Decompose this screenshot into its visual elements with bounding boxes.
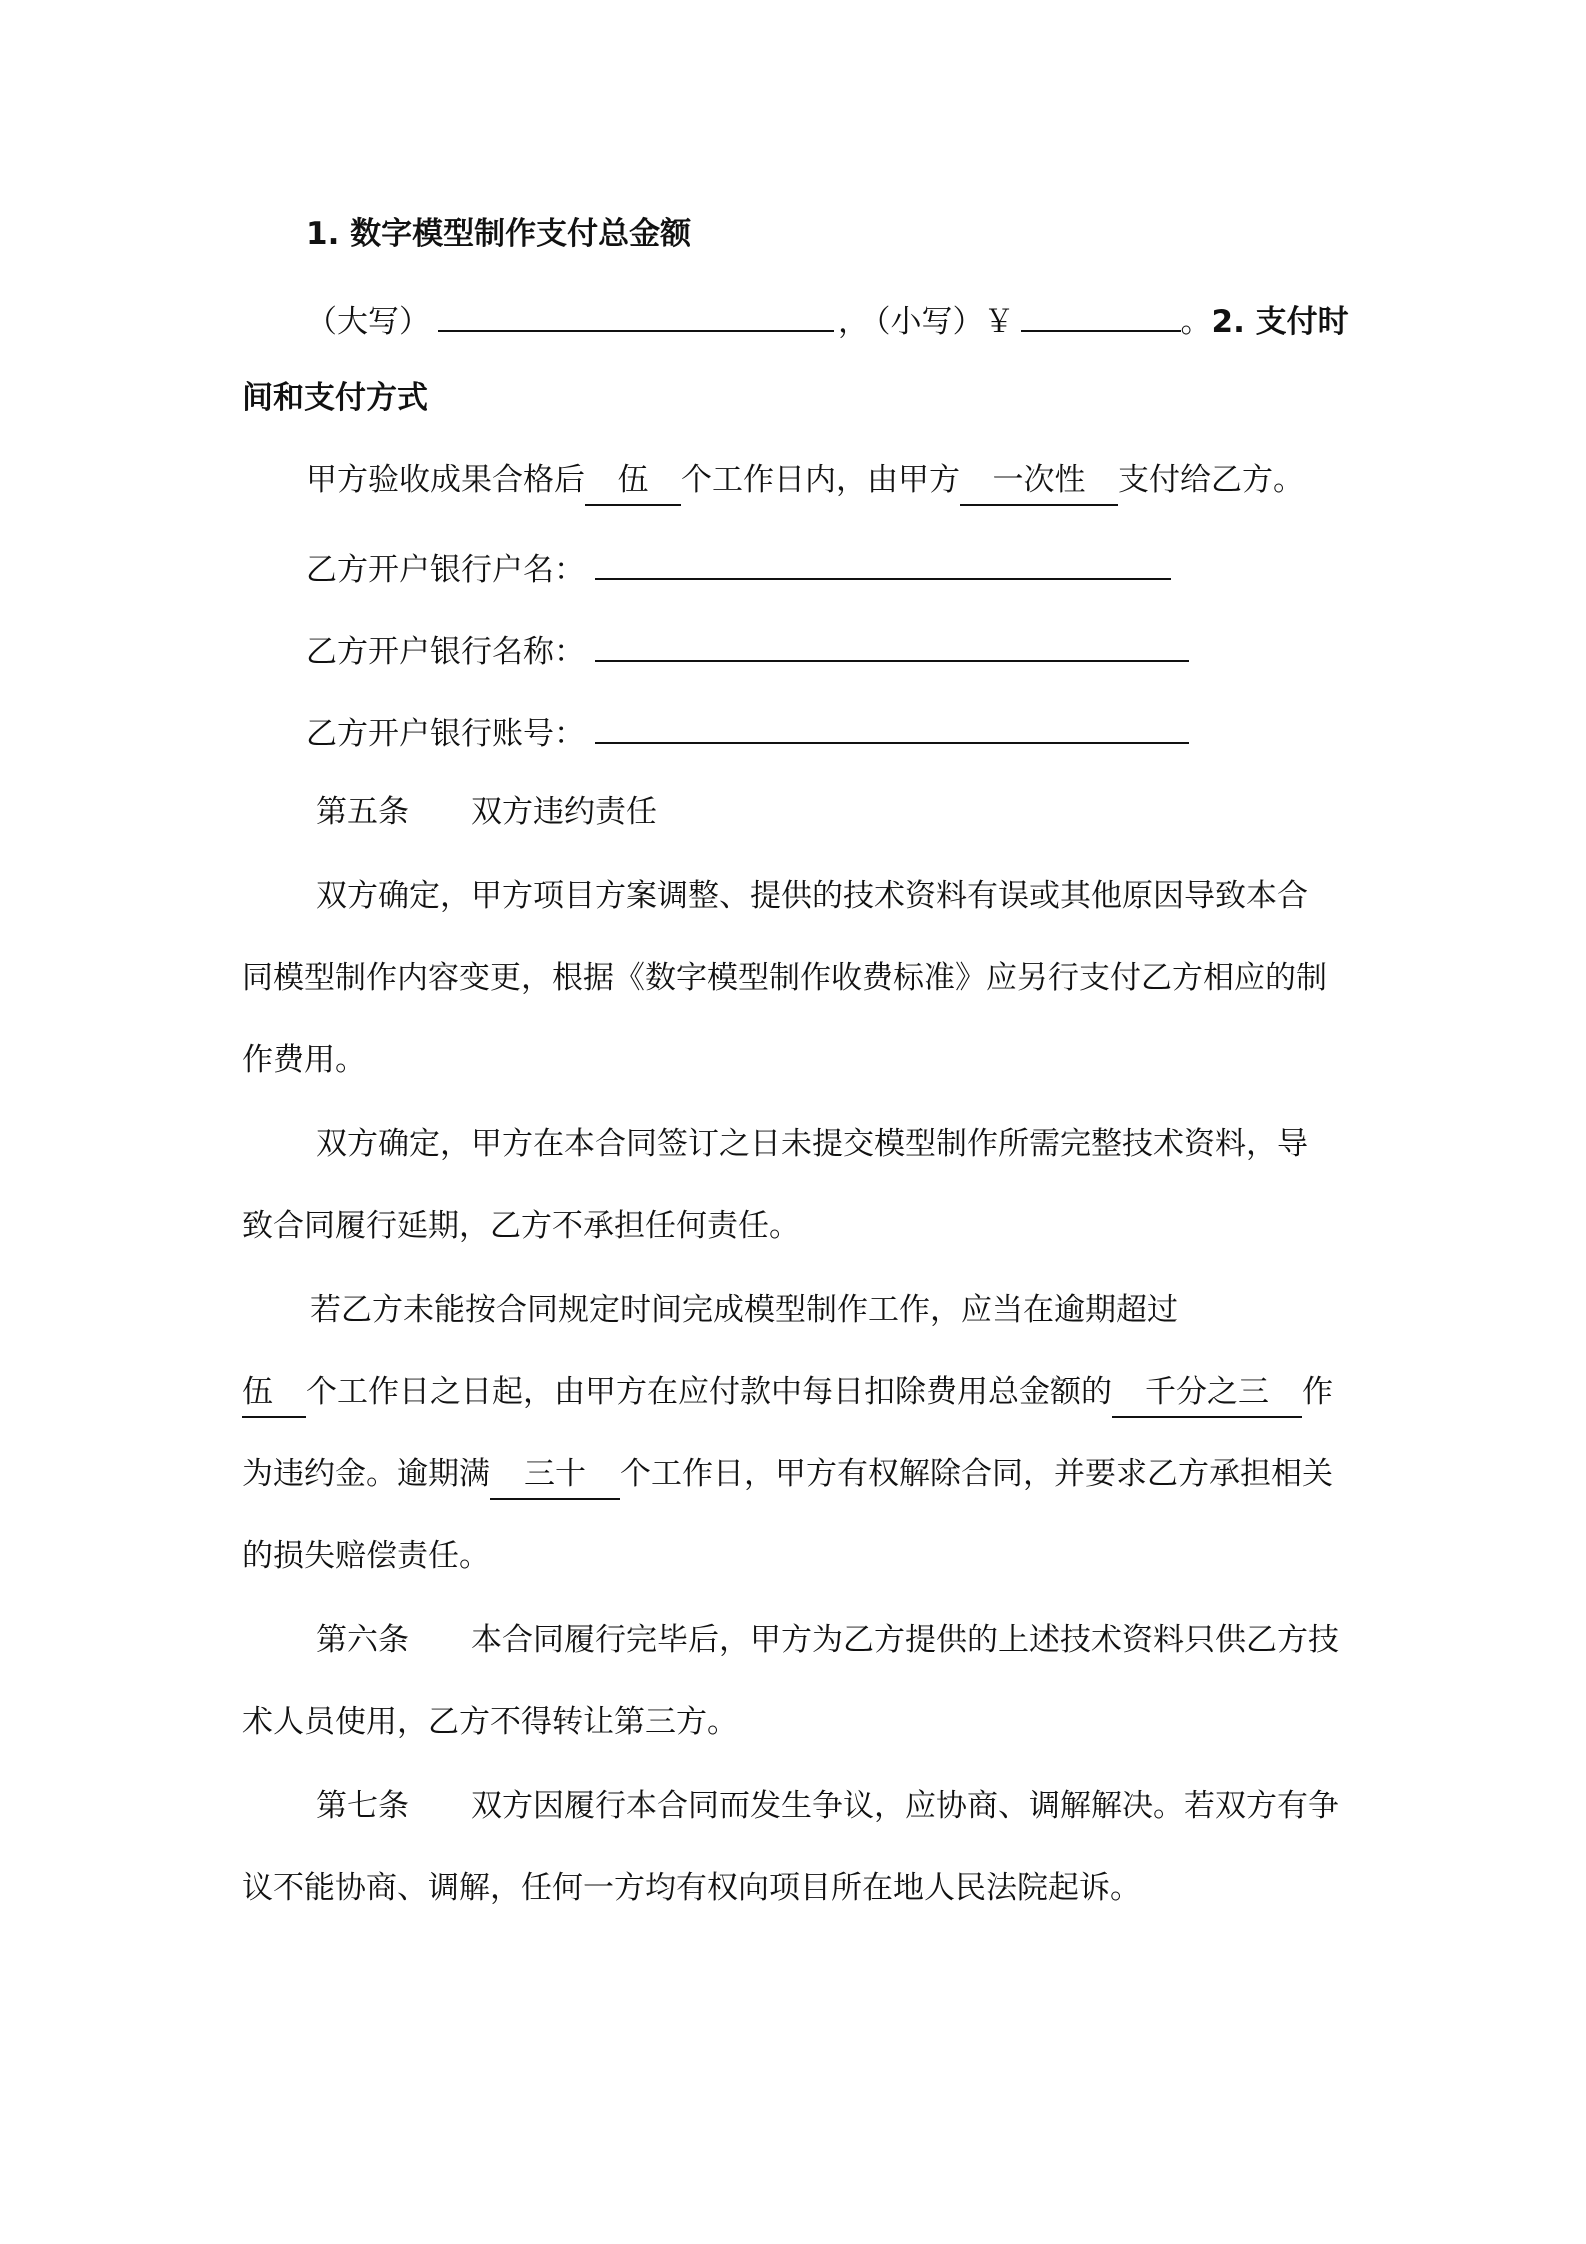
article5-p1-l1-text: 双方确定，甲方项目方案调整、提供的技术资料有误或其他原因导致本合 <box>316 878 1308 914</box>
article5-p3-l3-a: 为违约金。逾期满 <box>242 1456 490 1492</box>
payment-days-field[interactable]: 伍 <box>585 458 681 506</box>
article5-title <box>316 790 1436 834</box>
article5-p3-line3 <box>242 1452 1362 1500</box>
penalty-days-field[interactable]: 伍 <box>242 1370 306 1418</box>
article5-p3-l3-b: 个工作日，甲方有权解除合同，并要求乙方承担相关 <box>620 1456 1333 1492</box>
overdue-days-field[interactable]: 三十 <box>490 1452 620 1500</box>
bank-name-field[interactable] <box>595 624 1189 662</box>
payment-method-field[interactable]: 一次性 <box>960 458 1118 506</box>
article6-l2-text: 术人员使用，乙方不得转让第三方。 <box>242 1704 738 1740</box>
bank-account-name-field[interactable] <box>595 542 1171 580</box>
bank-account-no-label: 乙方开户银行账号： <box>306 716 585 752</box>
article7-l1-text: 第七条 双方因履行本合同而发生争议，应协商、调解解决。若双方有争 <box>316 1788 1339 1824</box>
payment-heading-text: 间和支付方式 <box>242 380 428 416</box>
payment-text-2: 个工作日内，由甲方 <box>681 462 960 498</box>
article5-title-text: 第五条 双方违约责任 <box>316 794 657 830</box>
bank-name-label: 乙方开户银行名称： <box>306 634 585 670</box>
article5-p2-l1-text: 双方确定，甲方在本合同签订之日未提交模型制作所需完整技术资料，导 <box>316 1126 1308 1162</box>
payment-terms-line <box>306 458 1426 506</box>
article5-p1-line1 <box>316 874 1352 918</box>
amount-heading-text: 1. 数字模型制作支付总金额 <box>306 216 692 252</box>
article7-line1 <box>316 1784 1436 1828</box>
article7-l2-text: 议不能协商、调解，任何一方均有权向项目所在地人民法院起诉。 <box>242 1870 1141 1906</box>
article6-l1-text: 第六条 本合同履行完毕后，甲方为乙方提供的上述技术资料只供乙方技 <box>316 1622 1339 1658</box>
bank-account-name-label: 乙方开户银行户名： <box>306 552 585 588</box>
article5-p3-l4-text: 的损失赔偿责任。 <box>242 1538 490 1574</box>
article5-p1-l2-text: 同模型制作内容变更，根据《数字模型制作收费标准》应另行支付乙方相应的制 <box>242 960 1327 996</box>
article5-p3-line4 <box>242 1534 1362 1578</box>
article6-line1 <box>316 1618 1436 1662</box>
article5-p3-l2-end: 作 <box>1302 1374 1333 1410</box>
article6-line2 <box>242 1700 1362 1744</box>
bank-account-name-row <box>306 542 1426 592</box>
article5-p2-line2 <box>242 1204 1362 1248</box>
article7-line2 <box>242 1866 1362 1910</box>
payment-heading-part2 <box>242 376 1362 420</box>
bank-name-row <box>306 624 1426 674</box>
article5-p3-line2 <box>242 1370 1362 1418</box>
payment-text-3: 支付给乙方。 <box>1118 462 1304 498</box>
article5-p3-l1-text: 若乙方未能按合同规定时间完成模型制作工作，应当在逾期超过 <box>310 1292 1178 1328</box>
article5-p3-l2-text: 个工作日之日起，由甲方在应付款中每日扣除费用总金额的 <box>306 1374 1112 1410</box>
article5-p2-line1 <box>316 1122 1436 1166</box>
amount-line <box>306 294 1358 344</box>
penalty-rate-field[interactable]: 千分之三 <box>1112 1370 1302 1418</box>
bank-account-no-field[interactable] <box>595 706 1189 744</box>
payment-heading-part1: 2. 支付时 <box>1211 304 1349 340</box>
amount-daxie-field[interactable] <box>438 294 834 332</box>
article5-p2-l2-text: 致合同履行延期，乙方不承担任何责任。 <box>242 1208 800 1244</box>
xiaoxie-label: （小写）￥ <box>875 304 1015 340</box>
amount-xiaoxie-field[interactable] <box>1021 294 1181 332</box>
article5-p1-line2 <box>242 956 1362 1000</box>
article5-p1-line3 <box>242 1038 1362 1082</box>
payment-text-1: 甲方验收成果合格后 <box>306 462 585 498</box>
bank-account-no-row <box>306 706 1426 756</box>
amount-heading <box>306 212 1426 256</box>
amount-comma: ， <box>838 304 869 340</box>
amount-period: 。 <box>1180 304 1212 340</box>
article5-p1-l3-text: 作费用。 <box>242 1042 366 1078</box>
daxie-label: （大写） <box>306 304 430 340</box>
article5-p3-line1 <box>310 1288 1430 1332</box>
